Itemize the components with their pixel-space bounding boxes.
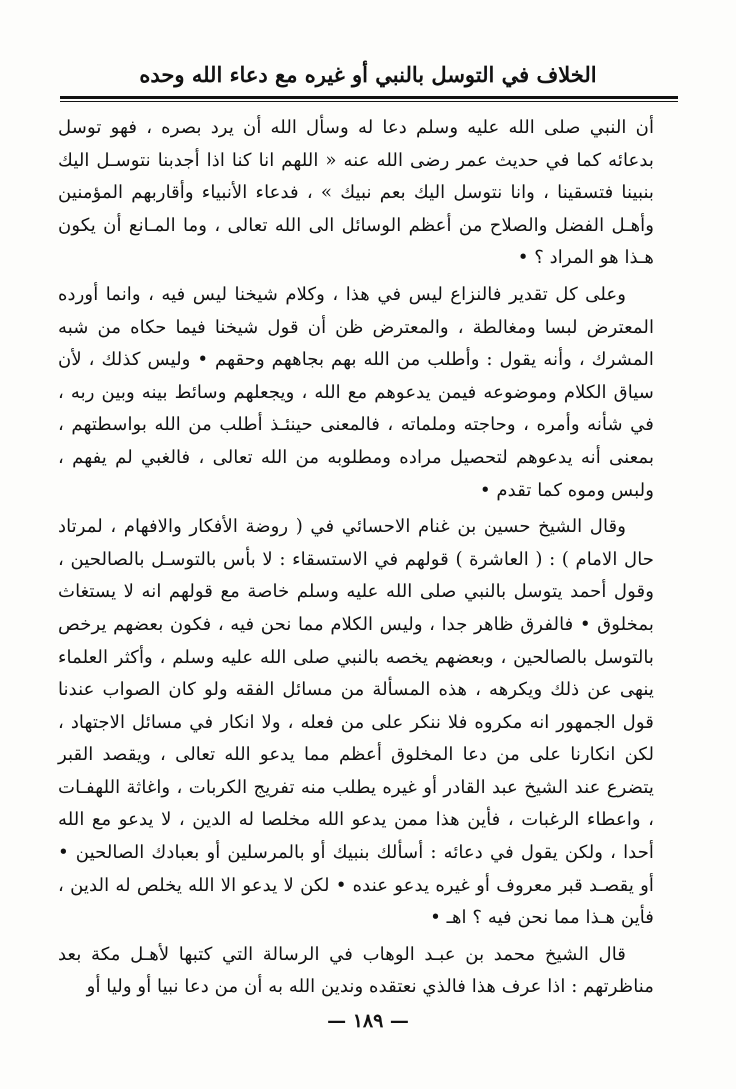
page-footer [0,1010,736,1032]
header-rule-thick [60,96,678,99]
page-number: — ١٨٩ — [327,1010,409,1032]
paragraph-3: وقال الشيخ حسين بن غنام الاحسائي في ( روضة الأفكار والافهام ، لمرتاد حال الامام ) : ( العاشرة ) قولهم في الاستسقاء : لا بأس بالتوسـل بالصالحين ، وقول أحمد يتوسل بالنبي صلى الله عليه وسلم خاصة مع قولهم انه لا يستغاث بمخلوق • فالفرق ظاهر جدا ، وليس الكلام مما نحن فيه ، فكون بعضهم يرخص بالتوسل بالصالحين ، وبعضهم يخصه بالنبي صلى الله عليه وسلم ، وأكثر العلماء ينهى عن ذلك ويكرهه ، هذه المسألة من مسائل الفقه ولو كان الصواب عندنا قول الجمهور انه مكروه فلا ننكر على من فعله ، ولا انكار في مسائل الاجتهاد ، لكن انكارنا على من دعا المخلوق أعظم مما يدعو الله تعالى ، ويقصد القبر يتضرع عند الشيخ عبد القادر أو غيره يطلب منه تفريج الكربات ، واغاثة اللهفـات ، واعطاء الرغبات ، فأين هذا ممن يدعو الله مخلصا له الدين ، لا يدعو مع الله أحدا ، ولكن يقول في دعائه : أسألك بنبيك أو بالمرسلين أو بعبادك الصالحين • أو يقصـد قبر معروف أو غيره يدعو عنده • لكن لا يدعو الا الله يخلص له الدين ، فأين هـذا مما نحن فيه ؟ اهـ • [58,516,654,929]
main-text [58,112,654,1008]
running-header [60,58,676,92]
paragraph-4: قال الشيخ محمد بن عبـد الوهاب في الرسالة التي كتبها لأهـل مكة بعد مناظرتهم : اذا عرف هذا فالذي نعتقده وندين الله به أن من دعا نبيا أو وليا أو [58,943,654,998]
header-rule-thin [60,101,678,102]
header-title: الخلاف في التوسل بالنبي أو غيره مع دعاء الله وحده [139,62,597,87]
paragraph-2: وعلى كل تقدير فالنزاع ليس في هذا ، وكلام شيخنا ليس فيه ، وانما أورده المعترض لبسا ومغالطة ، والمعترض ظن أن قول شيخنا فيما حكاه من شبه المشرك ، وأنه يقول : وأطلب من الله بهم بجاههم وحقهم • وليس كذلك ، لأن سياق الكلام وموضوعه فيمن يدعوهم مع الله ، ويجعلهم وسائط بينه وبين ربه ، في شأنه وأمره ، وحاجته وملماته ، فالمعنى حينئـذ أطلب من الله بواسطتهم ، بمعنى أنه يدعوهم لتحصيل مراده ومطلوبه من الله تعالى ، فالغبي لم يفهم ، ولبس وموه كما تقدم • [58,283,654,501]
paragraph-1: أن النبي صلى الله عليه وسلم دعا له وسأل الله أن يرد بصره ، فهو توسل بدعائه كما في حديث عمر رضى الله عنه « اللهم انا كنا اذا أجدبنا نتوسـل اليك بنبينا فتسقينا ، وانا نتوسل اليك بعم نبيك » ، فدعاء الأنبياء وأقاربهم المؤمنين وأهـل الفضل والصلاح من أعظم الوسائل الى الله تعالى ، وما المـانع أن يكون هـذا هو المراد ؟ • [58,117,654,269]
